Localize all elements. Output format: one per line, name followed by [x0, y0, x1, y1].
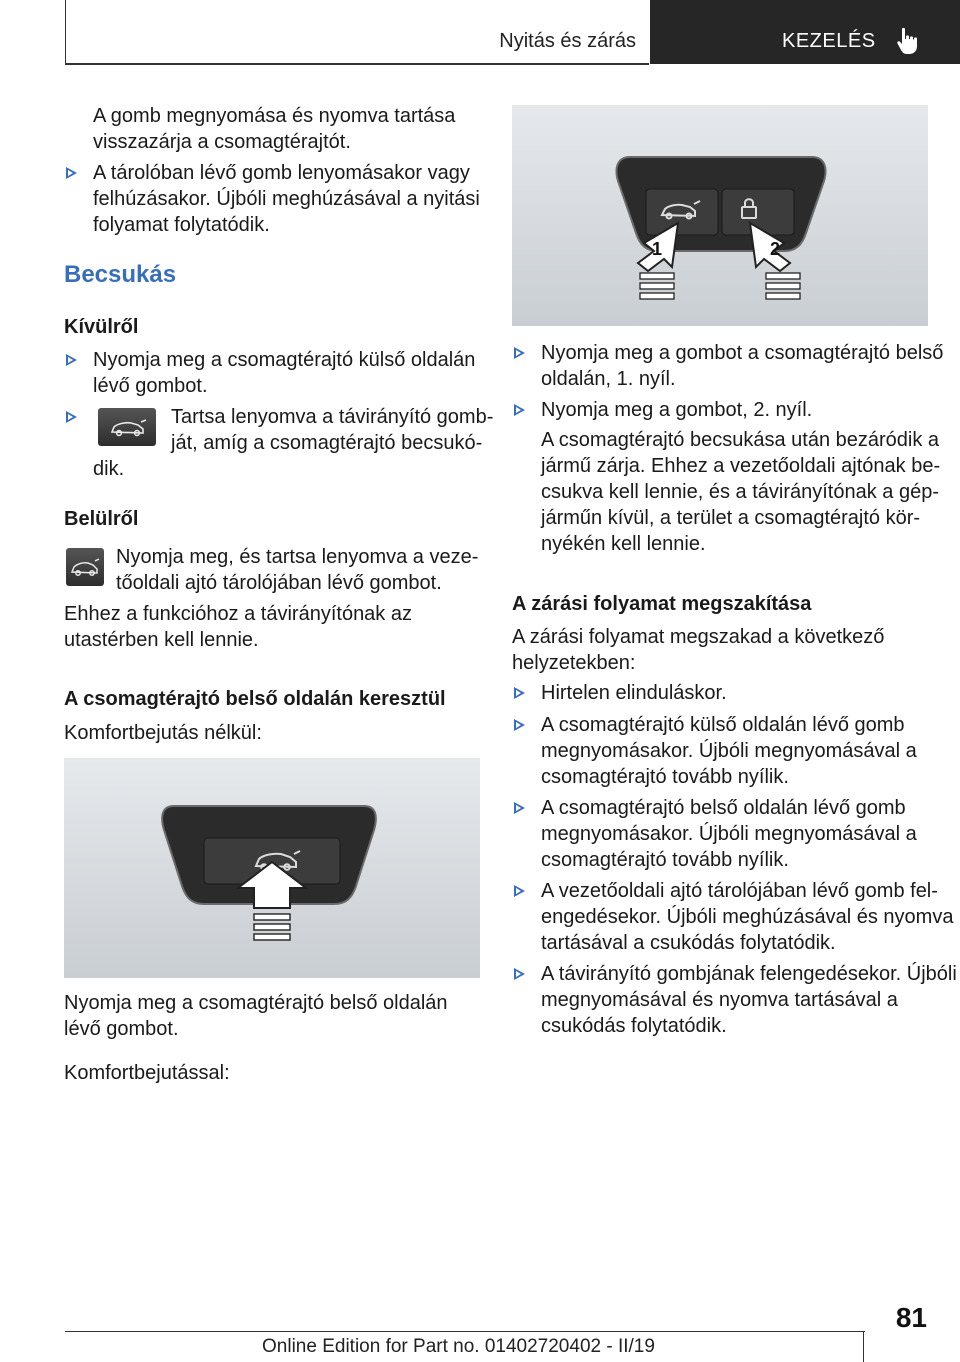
two-button-figure	[512, 105, 928, 326]
list-item: A csomagtérajtó külső oldalán lévő gomb megnyomásakor. Újbóli megnyomásával a csomagtérajtó tovább nyílik.	[512, 712, 957, 790]
bullet-triangle-icon	[514, 404, 525, 416]
bullet-triangle-icon	[66, 354, 77, 366]
header-line	[65, 63, 649, 65]
close-detail-text: A csomagtérajtó becsukása után bezáródik a jármű zárja. Ehhez a vezetőoldali ajtónak becsukva kell lennie, és a távirányítónak a gépjárműn kívül, a terület a csomagtérajtó környékén kell lennie.	[541, 429, 941, 555]
list-item: Nyomja meg a csomagtérajtó külső oldalán lévő gombot.	[64, 347, 509, 399]
with-comfort-label: Komfortbejutással:	[64, 1062, 230, 1084]
footer-rule	[863, 1331, 864, 1362]
intro-text: A gomb megnyomása és nyomva tartása visszazárja a csomagtérajtót.	[93, 105, 456, 153]
subheading-outside: Kívülről	[64, 316, 139, 338]
without-comfort-label: Komfortbejutás nélkül:	[64, 722, 262, 744]
subheading-abort: A zárási folyamat megszakítása	[512, 593, 812, 615]
pointing-hand-icon	[893, 26, 923, 56]
list-item: A csomagtérajtó belső oldalán lévő gomb megnyomásakor. Újbóli megnyomásával a csomagtérajtó tovább nyílik.	[512, 795, 957, 873]
bullet-triangle-icon	[514, 687, 525, 699]
inside-note: Ehhez a funkcióhoz a távirányítónak az utastérben kell lennie.	[64, 603, 412, 651]
bullet-triangle-icon	[514, 347, 525, 359]
edition-info: Online Edition for Part no. 01402720402 - II/19	[262, 1336, 655, 1357]
header-chapter-title: KEZELÉS	[782, 30, 876, 52]
bullet-triangle-icon	[66, 167, 77, 179]
arrow-label-2: 2	[770, 239, 781, 259]
subheading-inside: Belülről	[64, 508, 139, 530]
list-item: A vezetőoldali ajtó tárolójában lévő gomb felengedésekor. Újbóli meghúzásával és nyomva tartásával a csukódás folytatódik.	[512, 878, 957, 956]
single-button-figure	[64, 758, 480, 978]
abort-intro: A zárási folyamat megszakad a következő helyzetekben:	[512, 626, 885, 674]
bullet-triangle-icon	[514, 968, 525, 980]
bullet-triangle-icon	[514, 885, 525, 897]
header-rule	[65, 0, 66, 64]
header-section-title: Nyitás és zárás	[499, 30, 636, 52]
footer-line	[65, 1331, 865, 1332]
inside-instruction: Nyomja meg, és tartsa lenyomva a veze- tőoldali ajtó tárolójában lévő gombot.	[64, 544, 480, 598]
remote-trunk-button-icon	[98, 408, 156, 446]
list-item: Nyomja meg a gombot a csomagtérajtó belső oldalán, 1. nyíl.	[512, 340, 957, 392]
page-number: 81	[895, 1302, 927, 1333]
list-item: Tartsa lenyomva a távirányító gomb- ját, amíg a csomagtérajtó becsukó- dik.	[64, 404, 509, 488]
bullet-triangle-icon	[514, 719, 525, 731]
section-heading: Becsukás	[64, 261, 177, 288]
list-item: Nyomja meg a gombot, 2. nyíl.	[512, 397, 957, 423]
interior-trunk-button-icon	[66, 548, 104, 586]
figure-caption: Nyomja meg a csomagtérajtó belső oldalán lévő gombot.	[64, 992, 448, 1040]
list-item: A tárolóban lévő gomb lenyomásakor vagy felhúzásakor. Újbóli meghúzásával a nyitási folyamat folytatódik.	[64, 160, 509, 238]
subheading-inner-side: A csomagtérajtó belső oldalán keresztül	[64, 688, 446, 710]
bullet-triangle-icon	[514, 802, 525, 814]
arrow-label-1: 1	[652, 239, 663, 259]
list-item: A távirányító gombjának felengedésekor. Újbóli megnyomásával és nyomva tartásával a csukódás folytatódik.	[512, 961, 957, 1039]
bullet-triangle-icon	[66, 411, 77, 423]
list-item: Hirtelen elinduláskor.	[512, 680, 957, 706]
